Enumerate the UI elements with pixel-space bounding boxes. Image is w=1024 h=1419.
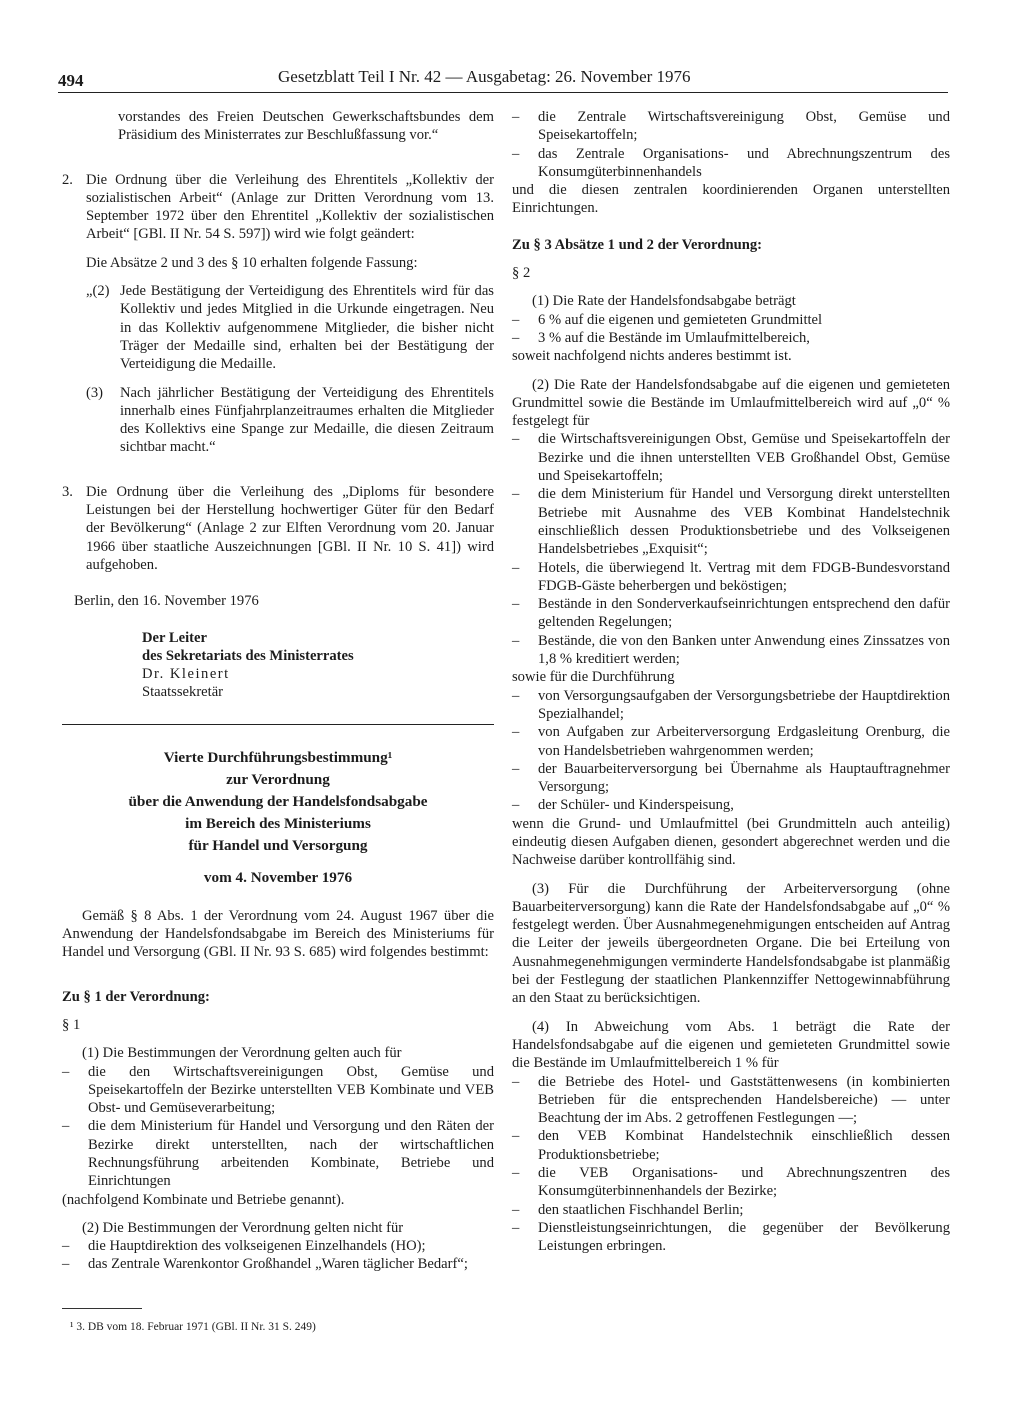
signature-role: Staatssekretär	[142, 684, 224, 701]
quote-abs-2	[86, 282, 494, 373]
title-line-4: im Bereich des Ministeriums	[185, 814, 371, 832]
quote-abs-2-mark: „(2)	[86, 283, 110, 300]
item-3-mark: 3.	[62, 483, 73, 500]
quote-abs-2-text: Jede Bestätigung der Verteidigung des Ehrentitels wird für das Kollektiv und jedes Mitglied in die Urkunde eingetragen. Neu in das Kollektiv aufgenommene Mitglieder, die bisher nicht Träger der Medaille sind, erhalten bei der Bestätigung der Verteidigung die Medaille.	[120, 283, 494, 373]
abs-2-dash-2: – die dem Ministerium für Handel und Versorgung direkt unterstellten Betriebe mit Ausnahme des VEB Kombinat Handelstechnik einschließlich dessen Produktionsbetriebe und des Volkseigenen Handelsbetriebes „Exquisit“;	[512, 485, 950, 558]
running-title: Gesetzblatt Teil I Nr. 42 — Ausgabetag: 26. November 1976	[278, 67, 691, 86]
abs-4-dash-5: – Dienstleistungseinrichtungen, die gegenüber der Bevölkerung Leistungen erbringen.	[512, 1219, 950, 1256]
abs-1: (1) Die Rate der Handelsfondsabgabe beträgt	[532, 293, 796, 310]
paragraph-1-heading: § 1	[62, 1016, 81, 1033]
r-after-dash-2: und die diesen zentralen koordinierenden Organen unterstellten Einrichtungen.	[512, 182, 950, 217]
title-line-3: über die Anwendung der Handelsfondsabgabe	[128, 792, 428, 810]
title-line-1: Vierte Durchführungsbestimmung¹	[163, 748, 393, 766]
quote-abs-3	[86, 384, 494, 457]
abs-2: (2) Die Rate der Handelsfondsabgabe auf die eigenen und gemieteten Grundmittel sowie die Bestände im Umlaufmittelbereich wird auf „0“ % festgelegt für	[512, 376, 950, 430]
p1-dash-2: – die dem Ministerium für Handel und Versorgung und den Räten der Bezirke direkt unterstellten, nach der wirtschaftlichen Rechnungsführung arbeitenden Kombinate, Betriebe und Einrichtungen	[62, 1117, 494, 1190]
abs-4-dash-4: – den staatlichen Fischhandel Berlin;	[512, 1201, 950, 1219]
page-number: 494	[58, 71, 84, 90]
abs-2-dash-5: – Bestände, die von den Banken unter Anwendung eines Zinssatzes von 1,8 % kreditiert werden;	[512, 632, 950, 669]
item-2-sub: Die Absätze 2 und 3 des § 10 erhalten folgende Fassung:	[86, 254, 418, 271]
signature-line-2: des Sekretariats des Ministerrates	[142, 647, 354, 664]
item-3	[62, 483, 494, 574]
footnote: ¹ 3. DB vom 18. Februar 1971 (GBl. II Nr. 31 S. 249)	[70, 1321, 316, 1333]
abs-4-dash-1: – die Betriebe des Hotel- und Gaststättenwesens (in kombinierten Betrieben für die entsprechenden Handelsbereiche) — unter Beachtung der im Abs. 2 getroffenen Festlegungen —;	[512, 1073, 950, 1128]
section-divider	[62, 724, 494, 725]
title-line-2: zur Verordnung	[226, 770, 330, 788]
abs-4-dash-3: – die VEB Organisations- und Abrechnungszentren des Konsumgüterbinnenhandels der Bezirke;	[512, 1164, 950, 1201]
abs-4: (4) In Abweichung vom Abs. 1 beträgt die Rate der Handelsfondsabgabe auf die eigenen und gemieteten Grundmittel sowie die Bestände im Umlaufmittelbereich 1 % für	[512, 1018, 950, 1072]
quote-abs-3-mark: (3)	[86, 384, 104, 401]
paragraph-2-heading: § 2	[512, 265, 531, 282]
abs-2-mid: sowie für die Durchführung	[512, 669, 675, 686]
place-date: Berlin, den 16. November 1976	[74, 593, 259, 610]
abs-2-dash-3: – Hotels, die überwiegend lt. Vertrag mit dem FDGB-Bundesvorstand FDGB-Gäste beherbergen und beköstigen;	[512, 559, 950, 596]
section-heading-zu-1: Zu § 1 der Verordnung:	[62, 988, 210, 1005]
preamble: Gemäß § 8 Abs. 1 der Verordnung vom 24. August 1967 über die Anwendung der Handelsfondsabgabe im Bereich des Ministeriums für Handel und Versorgung (GBl. II Nr. 93 S. 685) wird folgendes bestimmt:	[62, 907, 494, 961]
abs-2-dash-8: – der Bauarbeiterversorgung bei Übernahme als Hauptauftragnehmer Versorgung;	[512, 760, 950, 797]
item-3-text: Die Ordnung über die Verleihung des „Diploms für besondere Leistungen bei der Herstellung hochwertiger Güter für den Bedarf der Bevölkerung“ (Anlage 2 zur Elften Verordnung vom 20. Januar 1966 über staatliche Auszeichnungen [GBl. II Nr. 10 S. 41]) wird aufgehoben.	[86, 483, 494, 573]
left-column	[62, 108, 494, 1274]
p1-after: (nachfolgend Kombinate und Betriebe genannt).	[62, 1191, 345, 1208]
p1-dash-3: – die Hauptdirektion des volkseigenen Einzelhandels (HO);	[62, 1237, 494, 1255]
p1-dash-4: – das Zentrale Warenkontor Großhandel „Waren täglicher Bedarf“;	[62, 1255, 494, 1273]
footnote-rule	[62, 1308, 142, 1309]
r-dash-2: – das Zentrale Organisations- und Abrechnungszentrum des Konsumgüterbinnenhandels	[512, 145, 950, 182]
r-dash-1: – die Zentrale Wirtschaftsvereinigung Obst, Gemüse und Speisekartoffeln;	[512, 108, 950, 145]
signature-name: Dr. Kleinert	[142, 666, 230, 683]
title-date: vom 4. November 1976	[203, 868, 353, 886]
title-line-5: für Handel und Versorgung	[188, 836, 368, 854]
page-header	[58, 64, 948, 93]
p1-abs-1: (1) Die Bestimmungen der Verordnung gelten auch für	[82, 1045, 402, 1062]
quote-abs-3-text: Nach jährlicher Bestätigung der Verteidigung des Ehrentitels innerhalb eines Fünfjahrplanzeitraumes erhalten die Mitglieder des Kollektivs eine Spange zur Medaille, die diesen Zeitraum sichtbar macht.“	[120, 384, 494, 456]
item-2-text: Die Ordnung über die Verleihung des Ehrentitels „Kollektiv der sozialistischen Arbeit“ (Anlage zur Dritten Verordnung vom 13. September 1972 über den Ehrentitel „Kollektiv der sozialistischen Arbeit“ [GBl. II Nr. 54 S. 597]) wird wie folgt geändert:	[86, 171, 494, 243]
signature-line-1: Der Leiter	[142, 629, 207, 646]
intro-text: vorstandes des Freien Deutschen Gewerkschaftsbundes dem Präsidium des Ministerrates zur Beschlußfassung vor.“	[118, 109, 494, 144]
right-column	[512, 108, 950, 1256]
abs-2-dash-7: – von Aufgaben zur Arbeiterversorgung Erdgasleitung Orenburg, die von Handelsbetrieben wahrgenommen werden;	[512, 723, 950, 760]
abs-3: (3) Für die Durchführung der Arbeiterversorgung (ohne Bauarbeiterversorgung) kann die Rate der Handelsfondsabgabe auf „0“ % festgelegt werden. Über Ausnahmegenehmigungen entscheiden auf Antrag die Leiter der jeweils übergeordneten Organe. Die bei Erteilung von Ausnahmegenehmigungen verminderte Handelsfondsabgabe ist planmäßig bei der Festlegung der staatlichen Plankennziffer Nettogewinnabführung an den Staat zu berücksichtigen.	[512, 880, 950, 1007]
section-heading-zu-3: Zu § 3 Absätze 1 und 2 der Verordnung:	[512, 236, 763, 253]
p1-abs-2: (2) Die Bestimmungen der Verordnung gelten nicht für	[82, 1219, 404, 1236]
abs-2-dash-1: – die Wirtschaftsvereinigungen Obst, Gemüse und Speisekartoffeln der Bezirke und die ihnen unterstellten VEB Großhandel Obst, Gemüse und Speisekartoffeln;	[512, 430, 950, 485]
signature-block	[62, 629, 494, 702]
abs-2-dash-4: – Bestände in den Sonderverkaufseinrichtungen entsprechend den dafür geltenden Regelungen;	[512, 595, 950, 632]
p1-dash-1: – die den Wirtschaftsvereinigungen Obst, Gemüse und Speisekartoffeln der Bezirke unterstellten VEB Kombinate und VEB Obst- und Gemüseverarbeitung;	[62, 1063, 494, 1118]
regulation-title	[62, 747, 494, 889]
abs-2-dash-6: – von Versorgungsaufgaben der Versorgungsbetriebe der Hauptdirektion Spezialhandel;	[512, 687, 950, 724]
rate-1: – 6 % auf die eigenen und gemieteten Grundmittel	[512, 311, 950, 329]
item-2-mark: 2.	[62, 171, 73, 188]
abs-2-dash-9: – der Schüler- und Kinderspeisung,	[512, 796, 950, 814]
after-rates: soweit nachfolgend nichts anderes bestimmt ist.	[512, 348, 792, 365]
item-2	[62, 171, 494, 457]
rate-2: – 3 % auf die Bestände im Umlaufmittelbereich,	[512, 329, 950, 347]
abs-2-after: wenn die Grund- und Umlaufmittel (bei Grundmitteln auch anteilig) eindeutig diesen Aufgaben dienen, gesondert abgerechnet werden und die Nachweise darüber kontrollfähig sind.	[512, 815, 950, 869]
abs-4-dash-2: – den VEB Kombinat Handelstechnik einschließlich dessen Produktionsbetriebe;	[512, 1127, 950, 1164]
